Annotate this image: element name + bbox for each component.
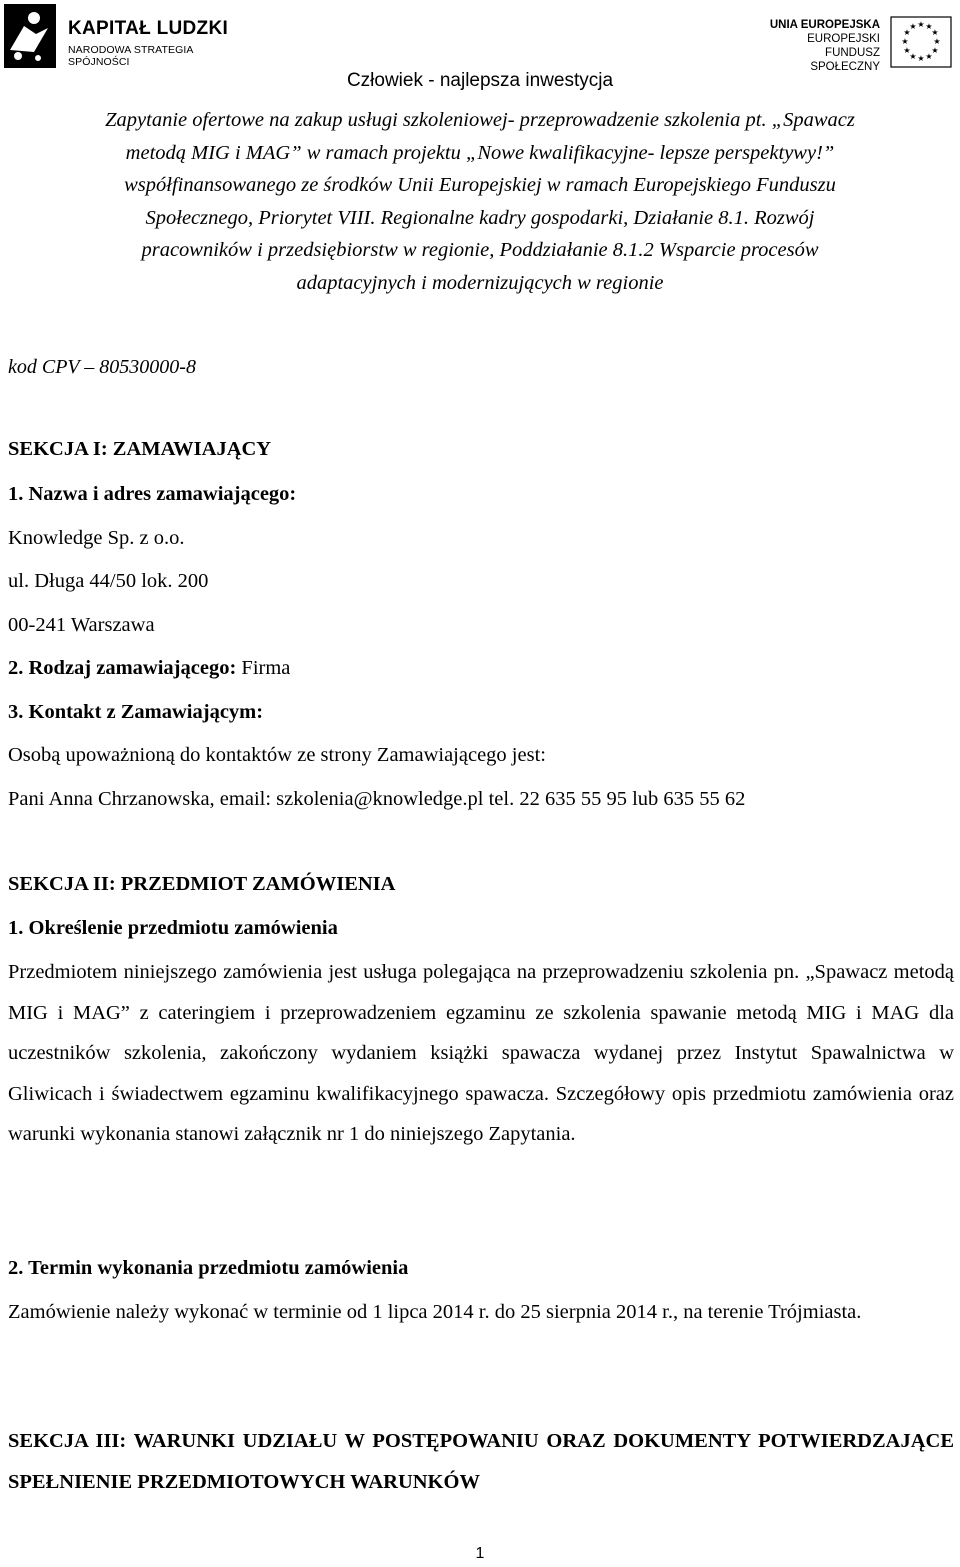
eu-logo-text bbox=[762, 18, 880, 74]
svg-text:★: ★ bbox=[903, 28, 911, 37]
svg-text:★: ★ bbox=[925, 52, 933, 61]
item-name-address-label: 1. Nazwa i adres zamawiającego: bbox=[8, 483, 297, 505]
orderer-type bbox=[8, 657, 290, 680]
orderer-type-value: Firma bbox=[236, 657, 291, 679]
company-city: 00-241 Warszawa bbox=[8, 614, 155, 636]
contact-person: Pani Anna Chrzanowska, email: szkolenia@knowledge.pl tel. 22 635 55 95 lub 635 55 62 bbox=[8, 788, 746, 810]
section-1-heading: SEKCJA I: ZAMAWIAJĄCY bbox=[8, 438, 272, 460]
title-line: współfinansowanego ze środków Unii Europejskiej w ramach Europejskiego Funduszu bbox=[124, 174, 836, 196]
eu-logo-line1: UNIA EUROPEJSKA bbox=[769, 19, 880, 31]
svg-text:★: ★ bbox=[903, 46, 911, 55]
deadline-description: Zamówienie należy wykonać w terminie od 1 lipca 2014 r. do 25 sierpnia 2014 r., na terenie Trójmiasta. bbox=[8, 1301, 862, 1323]
svg-text:★: ★ bbox=[909, 22, 917, 31]
eu-flag-icon bbox=[890, 16, 952, 68]
svg-text:★: ★ bbox=[931, 46, 939, 55]
title-line: metodą MIG i MAG” w ramach projektu „Nowe kwalifikacyjne- lepsze perspektywy!” bbox=[125, 141, 835, 164]
document-title bbox=[30, 104, 930, 299]
svg-text:★: ★ bbox=[933, 37, 941, 46]
contact-intro: Osobą upoważnioną do kontaktów ze strony Zamawiającego jest: bbox=[8, 744, 546, 766]
company-name: Knowledge Sp. z o.o. bbox=[8, 527, 185, 549]
title-line: pracowników i przedsiębiorstw w regionie, Poddziałanie 8.1.2 Wsparcie procesów bbox=[141, 239, 819, 261]
company-street: ul. Długa 44/50 lok. 200 bbox=[8, 570, 209, 592]
eu-logo bbox=[762, 16, 952, 72]
title-line: Zapytanie ofertowe na zakup usługi szkoleniowej- przeprowadzenie szkolenia pt. „Spawacz bbox=[105, 109, 855, 131]
eu-logo-line3: FUNDUSZ SPOŁECZNY bbox=[810, 47, 880, 73]
svg-text:★: ★ bbox=[931, 28, 939, 37]
contact-label: 3. Kontakt z Zamawiającym: bbox=[8, 701, 264, 723]
eu-logo-line2: EUROPEJSKI bbox=[807, 33, 880, 45]
slogan: Człowiek - najlepsza inwestycja bbox=[346, 70, 614, 91]
svg-text:★: ★ bbox=[901, 37, 909, 46]
title-line: Społecznego, Priorytet VIII. Regionalne kadry gospodarki, Działanie 8.1. Rozwój bbox=[145, 206, 815, 229]
logo-title: KAPITAŁ LUDZKI bbox=[68, 18, 229, 39]
subject-description: Przedmiotem niniejszego zamówienia jest usługa polegająca na przeprowadzeniu szkolenia pn. „Spawacz metodą MIG i MAG” z cateringiem i przeprowadzeniem egzaminu ze szkolenia spawanie metodą MIG i MAG dla uczestników szkolenia, zakończony wydaniem książki spawacza wydanej przez Instytut Spawalnictwa w Gliwicach i świadectwem egzaminu kwalifikacyjnego spawacza. Szczegółowy opis przedmiotu zamówienia oraz warunki wykonania stanowi załącznik nr 1 do niniejszego Zapytania. bbox=[8, 961, 954, 1145]
svg-text:★: ★ bbox=[909, 52, 917, 61]
svg-text:★: ★ bbox=[917, 20, 925, 29]
orderer-type-label: 2. Rodzaj zamawiającego: bbox=[8, 657, 237, 679]
page-number: 1 bbox=[475, 1545, 485, 1562]
deadline-label: 2. Termin wykonania przedmiotu zamówienia bbox=[8, 1257, 409, 1279]
svg-text:★: ★ bbox=[925, 22, 933, 31]
section-2-heading: SEKCJA II: PRZEDMIOT ZAMÓWIENIA bbox=[8, 873, 396, 895]
logo-subtitle: NARODOWA STRATEGIA SPÓJNOŚCI bbox=[68, 44, 193, 68]
cpv-code: kod CPV – 80530000-8 bbox=[8, 356, 196, 378]
title-line: adaptacyjnych i modernizujących w regionie bbox=[296, 271, 664, 294]
page-header bbox=[0, 0, 960, 105]
section-3-heading: SEKCJA III: WARUNKI UDZIAŁU W POSTĘPOWANIU ORAZ DOKUMENTY POTWIERDZAJĄCE SPEŁNIENIE PRZEDMIOTOWYCH WARUNKÓW bbox=[8, 1430, 954, 1493]
subject-label: 1. Określenie przedmiotu zamówienia bbox=[8, 917, 338, 939]
kapital-ludzki-emblem-icon bbox=[4, 4, 56, 68]
svg-text:★: ★ bbox=[917, 54, 925, 63]
kapital-ludzki-logo bbox=[4, 4, 244, 68]
